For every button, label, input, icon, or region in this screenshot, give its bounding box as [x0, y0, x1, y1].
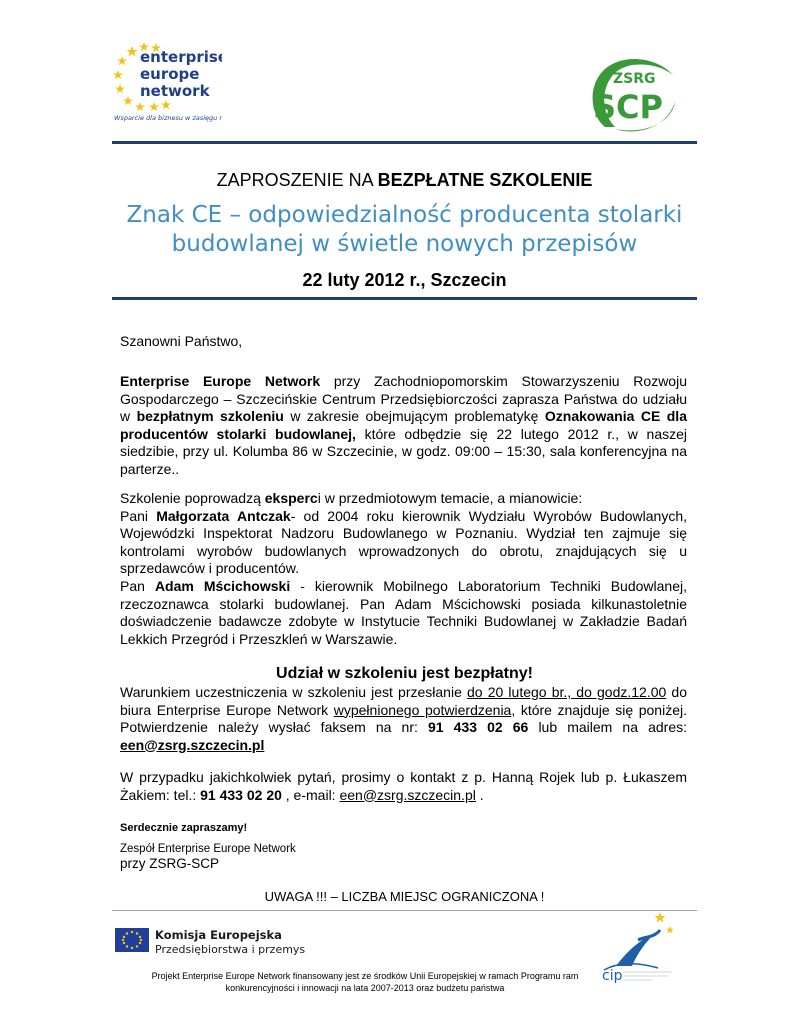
training-title: Znak CE – odpowiedzialność producenta stolarki budowlanej w świetle nowych przepisów [126, 202, 683, 257]
funding-footer: Projekt Enterprise Europe Network finansowany jest ze środków Unii Europejskiej w ramach Programu ram konkurencyjności i innowacji na lata 2007-2013 oraz budżetu państwa [151, 971, 579, 993]
free-participation-heading: Udział w szkoleniu jest bezpłatny! [276, 665, 533, 682]
enterprise-europe-network-logo [112, 40, 222, 124]
closing-regards: Serdecznie zapraszamy! [120, 822, 248, 834]
cip-runner-icon [604, 912, 674, 970]
svg-text:Wsparcie dla biznesu w zasięgu: Wsparcie dla biznesu w zasięgu ręki [114, 114, 222, 122]
paragraph-experts: Szkolenie poprowadzą eksperci w przedmiotowym temacie, a mianowicie: Pani Małgorzata Antczak- od 2004 roku kierownik Wydziału Wyrobów Budowlanych, Wojewódzki Inspektorat Nadzoru Budowlanego w Poznaniu. Wydział ten zajmuje się kontrolami wyrobów budowlanych wprowadzonych do obrotu, znajdujących się u sprzedawców i producentów. [120, 490, 688, 576]
registration-email-link[interactable]: een@zsrg.szczecin.pl [120, 736, 265, 753]
header-divider [112, 141, 697, 144]
svg-text:Komisja Europejska: Komisja Europejska [155, 928, 282, 942]
european-commission-logo [115, 926, 305, 958]
contact-email-link[interactable]: een@zsrg.szczecin.pl [339, 786, 476, 803]
invitation-heading: ZAPROSZENIE NA BEZPŁATNE SZKOLENIE [216, 170, 593, 190]
cip-programme-logo [598, 910, 676, 985]
event-date: 22 luty 2012 r., Szczecin [302, 270, 507, 290]
team-signature: Zespół Enterprise Europe Network [120, 843, 296, 855]
svg-text:network: network [140, 82, 210, 100]
team-organization: przy ZSRG-SCP [120, 856, 220, 871]
paragraph-registration: Warunkiem uczestniczenia w szkoleniu jest przesłanie do 20 lutego br., do godz.12.00 do biura Enterprise Europe Network wypełnionego potwierdzenia, które znajduje się poniżej. Potwierdzenie należy wysłać faksem na nr: 91 433 02 66 lub mailem na adres: een@zsrg.szczecin.pl [120, 684, 688, 753]
zsrg-scp-logo [585, 55, 677, 135]
title-divider [112, 297, 697, 300]
eu-stars-icon [112, 40, 222, 124]
limited-seats-warning: UWAGA !!! – LICZBA MIEJSC OGRANICZONA ! [264, 889, 545, 904]
svg-text:enterprise: enterprise [140, 48, 222, 66]
eu-flag-icon [115, 928, 149, 952]
paragraph-contact: W przypadku jakichkolwiek pytań, prosimy o kontakt z p. Hanną Rojek lub p. Łukaszem Żakiem: tel.: 91 433 02 20 , e-mail: een@zsrg.szczecin.pl . [120, 769, 687, 803]
svg-text:Przedsiębiorstwa i przemysł: Przedsiębiorstwa i przemysł [155, 943, 305, 956]
svg-text:europe: europe [140, 65, 200, 83]
paragraph-second-expert: Pan Adam Mścichowski - kierownik Mobilnego Laboratorium Techniki Budowlanej, rzeczoznawca stolarki budowlanej. Pan Adam Mścichowski posiada kilkunastoletnie doświadczenie badawcze zdobyte w Instytucie Techniki Budowlanej w Zakładzie Badań Lekkich Przegród i Przeszkleń w Warszawie. [120, 578, 687, 647]
svg-text:ZSRG: ZSRG [613, 71, 656, 87]
svg-text:SCP: SCP [593, 88, 663, 126]
greeting: Szanowni Państwo, [120, 333, 243, 349]
svg-text:cip: cip [602, 968, 623, 984]
paragraph-invitation: Enterprise Europe Network przy Zachodniopomorskim Stowarzyszeniu Rozwoju Gospodarczego – Szczecińskie Centrum Przedsiębiorczości zaprasza Państwa do udziału w bezpłatnym szkoleniu w zakresie obejmującym problematykę Oznakowania CE dla producentów stolarki budowlanej, które odbędzie się 22 lutego 2012 r., w naszej siedzibie, przy ul. Kolumba 86 w Szczecinie, w godz. 09:00 – 15:30, sala konferencyjna na parterze.. [120, 373, 687, 477]
